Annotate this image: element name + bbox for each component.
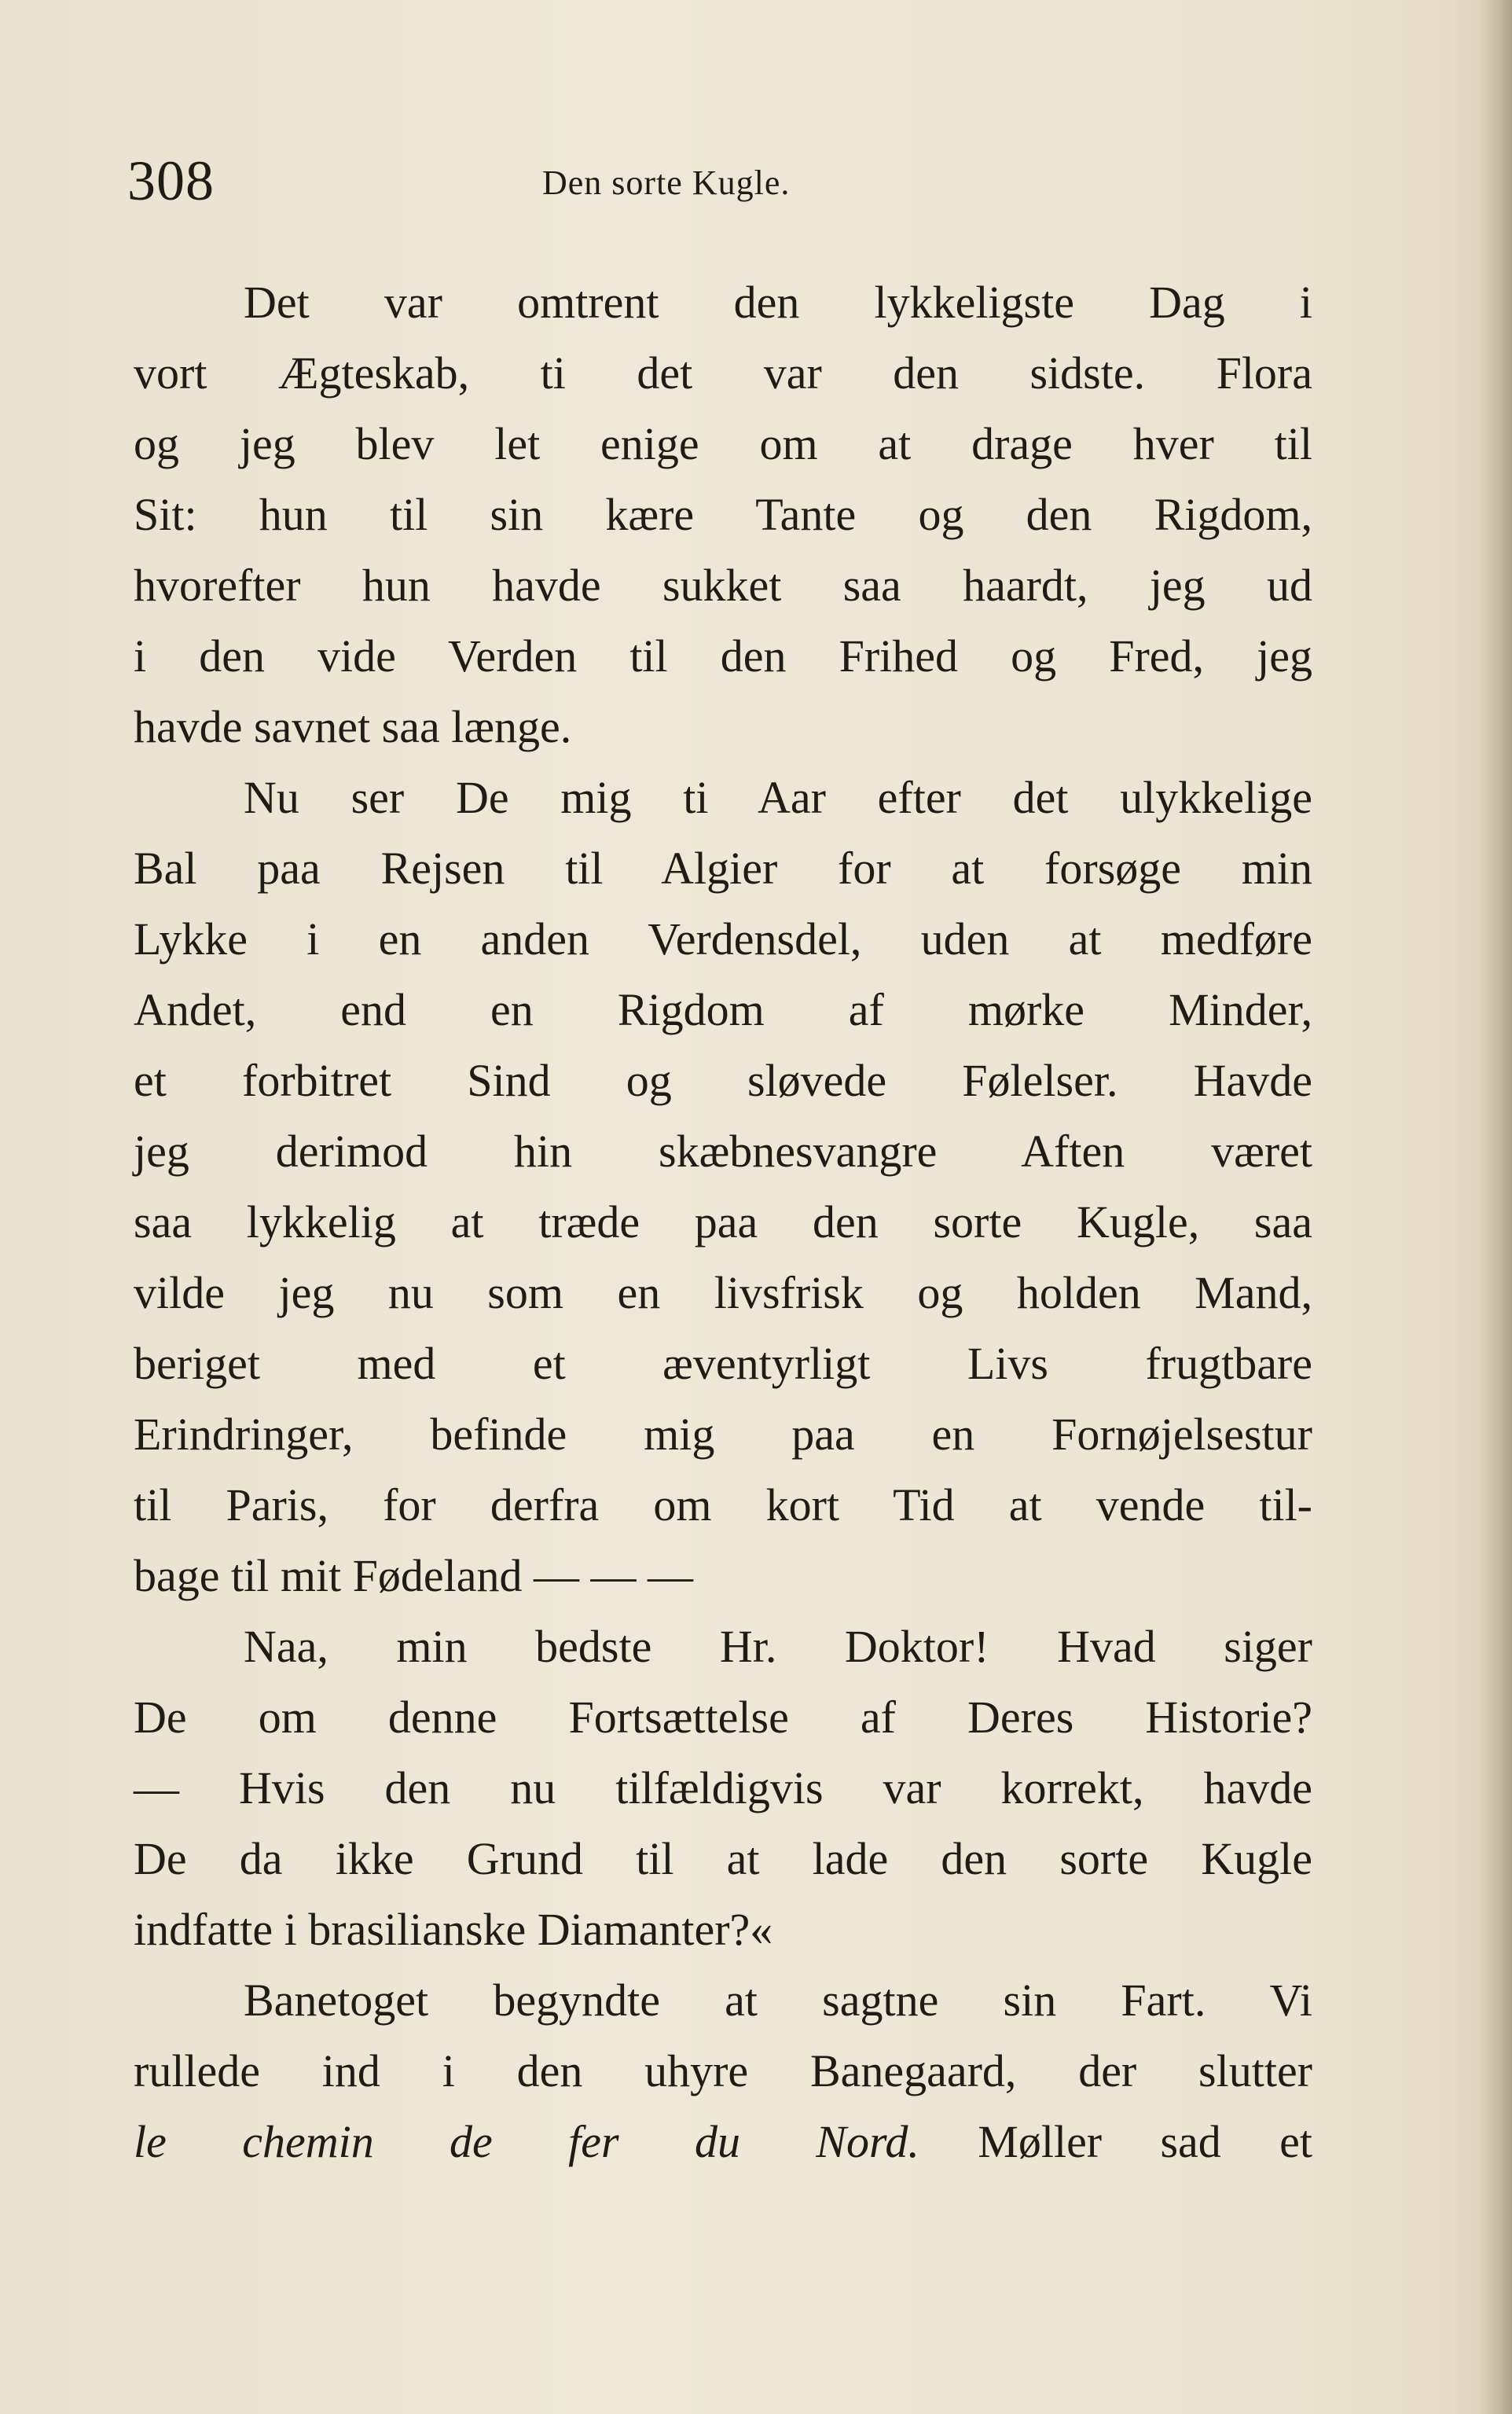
page-edge-shadow (1479, 0, 1512, 2414)
page-header (0, 145, 1512, 216)
text-line: beriget med et æventyrligt Livs frugtbare (134, 1338, 1312, 1389)
text-line: rullede ind i den uhyre Banegaard, der slutter (134, 2045, 1312, 2096)
text-line: Andet, end en Rigdom af mørke Minder, (134, 984, 1312, 1035)
text-line: i den vide Verden til den Frihed og Fred, jeg (134, 630, 1312, 682)
text-line: og jeg blev let enige om at drage hver til (134, 418, 1312, 469)
text-line: indfatte i brasilianske Diamanter?« (134, 1904, 773, 1955)
text-line: et forbitret Sind og sløvede Følelser. Havde (134, 1055, 1312, 1106)
text-fragment: Møller sad et (978, 2116, 1313, 2167)
body-text (134, 267, 1312, 2177)
text-line: — Hvis den nu tilfældigvis var korrekt, havde (134, 1762, 1312, 1813)
text-line: Naa, min bedste Hr. Doktor! Hvad siger (244, 1621, 1312, 1672)
text-line: saa lykkelig at træde paa den sorte Kugle, saa (134, 1196, 1312, 1247)
text-line: De da ikke Grund til at lade den sorte Kugle (134, 1833, 1312, 1884)
text-line: til Paris, for derfra om kort Tid at vende til- (134, 1479, 1312, 1530)
italic-phrase: le chemin de fer du Nord. (134, 2116, 919, 2167)
text-line: vilde jeg nu som en livsfrisk og holden Mand, (134, 1267, 1312, 1318)
text-line: Sit: hun til sin kære Tante og den Rigdom, (134, 489, 1312, 540)
text-line: havde savnet saa længe. (134, 701, 572, 752)
text-line: Erindringer, befinde mig paa en Fornøjelsestur (134, 1409, 1312, 1460)
text-line: De om denne Fortsættelse af Deres Historie? (134, 1692, 1312, 1743)
text-line: Bal paa Rejsen til Algier for at forsøge min (134, 843, 1312, 894)
text-line: Det var omtrent den lykkeligste Dag i (244, 277, 1312, 328)
text-line: Nu ser De mig ti Aar efter det ulykkelige (244, 772, 1312, 823)
page-number: 308 (127, 149, 215, 212)
text-line: hvorefter hun havde sukket saa haardt, jeg ud (134, 560, 1312, 611)
text-line: Lykke i en anden Verdensdel, uden at medføre (134, 913, 1312, 964)
text-line-last (134, 2107, 1312, 2177)
text-line: vort Ægteskab, ti det var den sidste. Flora (134, 347, 1312, 399)
text-line: Banetoget begyndte at sagtne sin Fart. Vi (244, 1975, 1312, 2026)
running-head: Den sorte Kugle. (542, 164, 791, 202)
text-line: bage til mit Fødeland — — — (134, 1550, 694, 1601)
text-line: jeg derimod hin skæbnesvangre Aften været (134, 1126, 1312, 1177)
